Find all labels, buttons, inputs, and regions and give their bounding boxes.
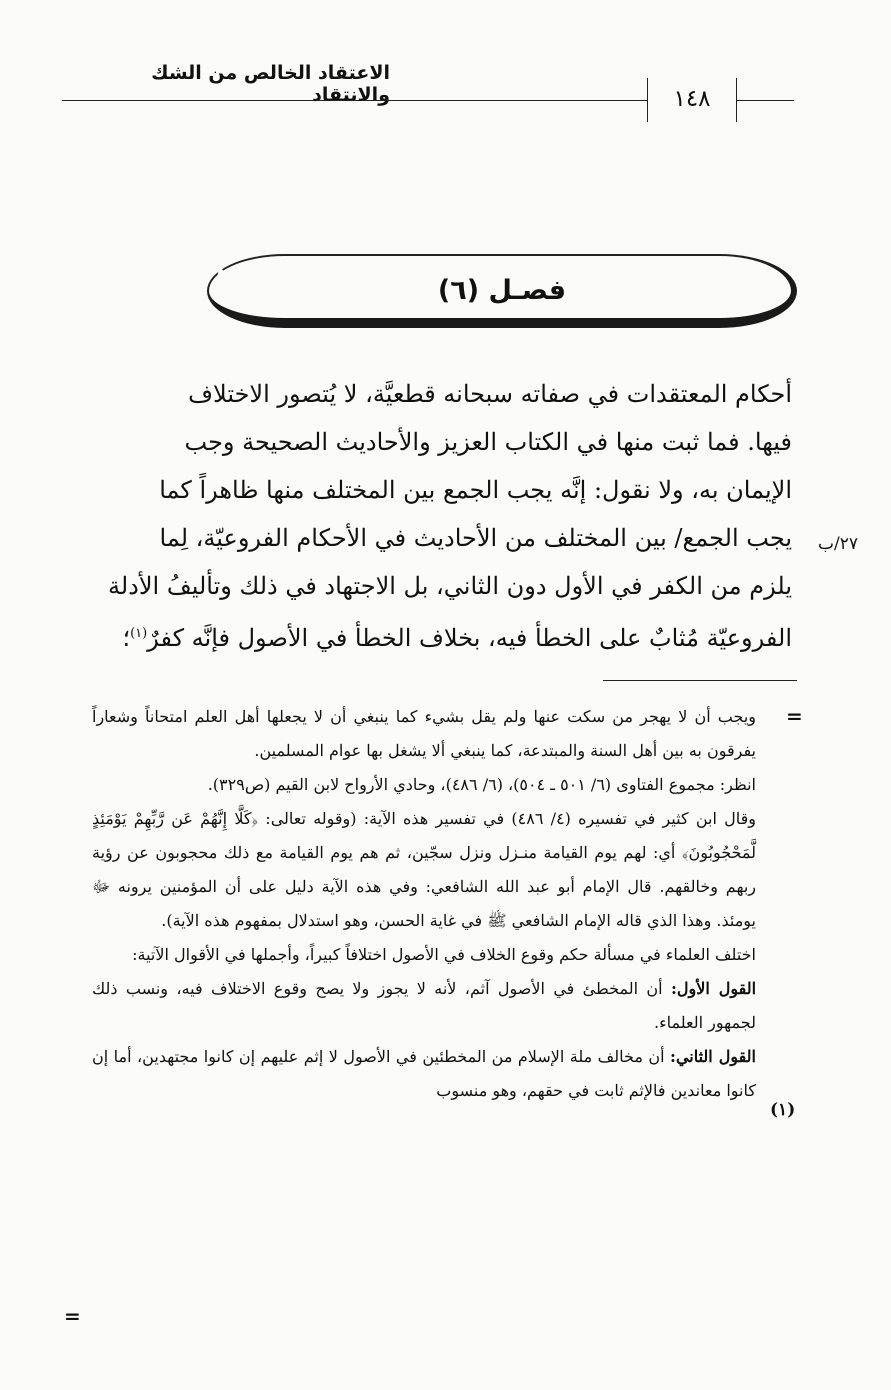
footnotes [92,700,756,1108]
footnote-paragraph: ويجب أن لا يهجر من سكت عنها ولم يقل بشيء كما ينبغي أن لا يجعلها أهل العلم امتحاناً وشعاراً يفرقون به بين أهل السنة والمبتدعة، كما ينبغي ألا يشغل بها عوام المسلمين. [92,707,756,760]
header-divider-left [647,78,648,122]
continuation-mark-start: = [786,704,803,728]
continuation-mark-end: = [64,1304,81,1328]
footnote-separator [603,680,797,681]
opinion-text: أن مخالف ملة الإسلام من المخطئين في الأصول لا إثم عليهم إن كانوا مجتهدين، أما إن كانوا معاندين فالإثم ثابت في حقهم، وهو منسوب [92,1047,756,1100]
footnote-paragraph: انظر: مجموع الفتاوى (٦/ ٥٠١ ـ ٥٠٤)، (٦/ ٤٨٦)، وحادي الأرواح لابن القيم (ص٣٢٩). [207,775,756,794]
main-line-last [92,610,792,662]
main-line: الإيمان به، ولا نقول: إنَّه يجب الجمع بين المختلف منها ظاهراً كما [159,476,792,504]
footnote-ref: (١) [130,626,148,641]
page-number: ١٤٨ [673,86,711,112]
main-line: فيها. فما ثبت منها في الكتاب العزيز والأحاديث الصحيحة وجب [184,428,792,456]
header-rule-left [62,100,647,101]
running-title: الاعتقاد الخالص من الشك والانتقاد [151,62,390,106]
chapter-title: فصـل (٦) [437,275,567,306]
footnote-1-intro: اختلف العلماء في مسألة حكم وقوع الخلاف في الأصول اختلافاً كبيراً، وأجملها في الأقوال الآتية: [132,945,756,964]
line-end-punct: ؛ [122,624,131,652]
main-line: يجب الجمع/ بين المختلف من الأحاديث في الأحكام الفروعيّة، لِما [159,524,792,552]
opinion-label: القول الأول: [671,979,757,998]
footnote-marker: (١) [770,1100,796,1120]
main-line-text: الفروعيّة مُثابٌ على الخطأ فيه، بخلاف الخطأ في الأصول فإنَّه كفرٌ [147,624,792,652]
main-line: أحكام المعتقدات في صفاته سبحانه قطعيَّة، لا يُتصور الاختلاف [188,380,792,408]
margin-folio-note: ٢٧/ب [818,534,858,554]
footnote-paragraph: وقال ابن كثير في تفسيره (٤/ ٤٨٦) في تفسير هذه الآية: (وقوله تعالى: ﴿كَلَّا إِنَّهُمْ عَن رَّبِّهِمْ يَوْمَئِذٍ لَّمَحْجُوبُونَ﴾ أي: لهم يوم القيامة منـزل ونزل سجّين، ثم هم يوم القيامة مع ذلك محجوبون عن رؤية ربهم وخالقهم. قال الإمام أبو عبد الله الشافعي: وفي هذه الآية دليل على أن المؤمنين يرونه ﷻ يومئذ. وهذا الذي قاله الإمام الشافعي ﷺ في غاية الحسن، وهو استدلال بمفهوم هذه الآية). [92,809,757,930]
opinion-label: القول الثاني: [670,1047,757,1066]
header-rule-right [736,100,794,101]
footnote-1-opinion-2 [92,1040,756,1108]
main-line: يلزم من الكفر في الأول دون الثاني، بل الاجتهاد في ذلك وتأليفُ الأدلة [108,572,792,600]
main-text [92,370,792,662]
opinion-text: أن المخطئ في الأصول آثم، لأنه لا يجوز ولا يصح وقوع الاختلاف فيه، ونسب ذلك لجمهور العلماء. [92,979,756,1032]
footnote-1-opinion-1 [92,972,756,1040]
